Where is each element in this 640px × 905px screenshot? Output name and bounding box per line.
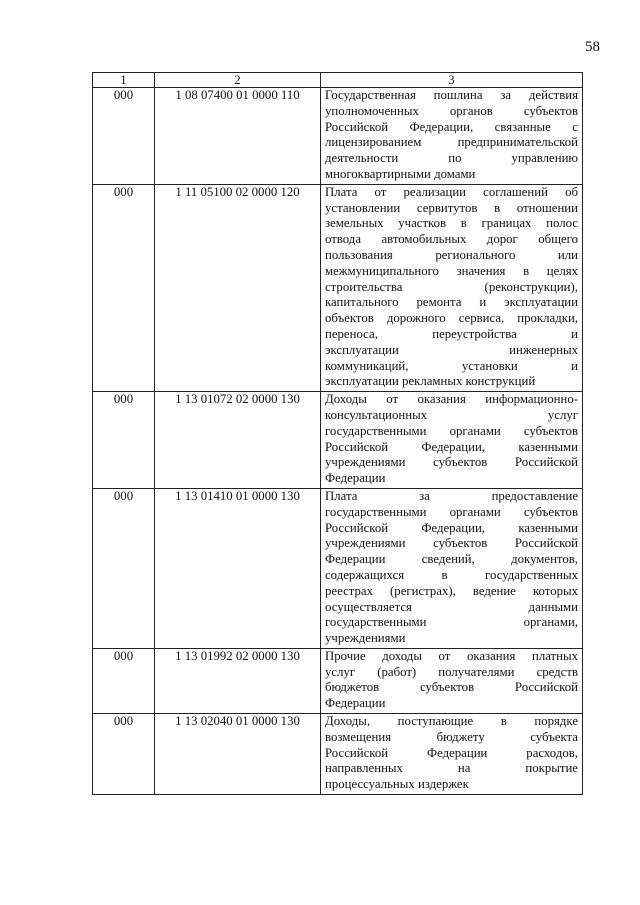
- income-name-line: осуществляется данными: [325, 599, 578, 614]
- income-name-line: процессуальных издержек: [325, 777, 469, 792]
- income-name-line: межмуниципального значения в целях: [325, 263, 578, 278]
- income-name-line: коммуникаций, установки и: [325, 358, 578, 373]
- admin-code-cell: 000: [93, 88, 155, 185]
- income-name-line: Плата за предоставление: [325, 488, 578, 503]
- income-name-line: переноса, переустройства и: [325, 326, 578, 341]
- income-name-line: многоквартирными домами: [325, 166, 476, 181]
- income-name-line: земельных участков в границах полос: [325, 216, 578, 231]
- income-name-line: объектов дорожного сервиса, прокладки,: [325, 311, 578, 326]
- budget-code-cell: 1 13 01992 02 0000 130: [155, 648, 321, 713]
- income-name-cell: [321, 392, 583, 489]
- income-name-line: Российской Федерации, казенными: [325, 439, 578, 454]
- income-name-line: пользования регионального или: [325, 247, 578, 262]
- admin-code-cell: 000: [93, 714, 155, 795]
- income-name-line: учреждениями субъектов Российской: [325, 455, 578, 470]
- income-name-line: государственными органами субъектов: [325, 504, 578, 519]
- income-name-line: уполномоченных органов субъектов: [325, 103, 578, 118]
- income-name-line: учреждениями субъектов Российской: [325, 536, 578, 551]
- table-row: [93, 392, 583, 489]
- income-name-line: содержащихся в государственных: [325, 567, 578, 582]
- income-name-line: консультационных услуг: [325, 407, 578, 422]
- income-name-line: Российской Федерации, казенными: [325, 520, 578, 535]
- column-header-1: 1: [93, 73, 155, 88]
- income-name-cell: [321, 88, 583, 185]
- budget-code-cell: 1 13 02040 01 0000 130: [155, 714, 321, 795]
- income-name-line: Федерации: [325, 471, 386, 486]
- table-row: [93, 714, 583, 795]
- income-name-line: Федерации: [325, 696, 386, 711]
- income-name-line: строительства (реконструкции),: [325, 279, 578, 294]
- income-name-line: Доходы, поступающие в порядке: [325, 714, 578, 729]
- column-header-3: 3: [321, 73, 583, 88]
- income-name-cell: [321, 184, 583, 391]
- income-name-line: капитального ремонта и эксплуатации: [325, 295, 578, 310]
- income-name-line: бюджетов субъектов Российской: [325, 680, 578, 695]
- budget-codes-table: [92, 72, 583, 795]
- income-name-line: Плата от реализации соглашений об: [325, 184, 578, 199]
- income-name-line: эксплуатации инженерных: [325, 342, 578, 357]
- income-name-line: Российской Федерации расходов,: [325, 745, 578, 760]
- income-name-line: учреждениями: [325, 631, 406, 646]
- income-name-line: Доходы от оказания информационно-: [325, 392, 578, 407]
- table-row: [93, 648, 583, 713]
- income-name-line: государственными органами,: [325, 615, 578, 630]
- income-name-line: Российской Федерации, связанные с: [325, 119, 578, 134]
- income-name-line: лицензированием предпринимательской: [325, 135, 578, 150]
- income-name-line: Государственная пошлина за действия: [325, 88, 578, 102]
- income-name-line: отвода автомобильных дорог общего: [325, 232, 578, 247]
- admin-code-cell: 000: [93, 488, 155, 648]
- income-name-line: Федерации сведений, документов,: [325, 552, 578, 567]
- income-name-line: возмещения бюджету субъекта: [325, 729, 578, 744]
- table-row: [93, 88, 583, 185]
- income-name-line: государственными органами субъектов: [325, 423, 578, 438]
- page-number: 58: [585, 39, 600, 55]
- income-name-line: эксплуатации рекламных конструкций: [325, 374, 536, 389]
- table-row: [93, 184, 583, 391]
- table-body: [93, 88, 583, 795]
- income-name-line: деятельности по управлению: [325, 151, 578, 166]
- income-name-cell: [321, 648, 583, 713]
- table-row: [93, 488, 583, 648]
- income-name-line: услуг (работ) получателями средств: [325, 664, 578, 679]
- budget-code-cell: 1 13 01410 01 0000 130: [155, 488, 321, 648]
- admin-code-cell: 000: [93, 392, 155, 489]
- budget-code-cell: 1 11 05100 02 0000 120: [155, 184, 321, 391]
- admin-code-cell: 000: [93, 184, 155, 391]
- column-header-2: 2: [155, 73, 321, 88]
- income-name-cell: [321, 714, 583, 795]
- income-name-line: направленных на покрытие: [325, 761, 578, 776]
- income-name-line: Прочие доходы от оказания платных: [325, 648, 578, 663]
- admin-code-cell: 000: [93, 648, 155, 713]
- table-header-row: [93, 73, 583, 88]
- income-name-cell: [321, 488, 583, 648]
- budget-code-cell: 1 13 01072 02 0000 130: [155, 392, 321, 489]
- budget-code-cell: 1 08 07400 01 0000 110: [155, 88, 321, 185]
- income-name-line: реестрах (регистрах), ведение которых: [325, 583, 578, 598]
- income-name-line: установлении сервитутов в отношении: [325, 200, 578, 215]
